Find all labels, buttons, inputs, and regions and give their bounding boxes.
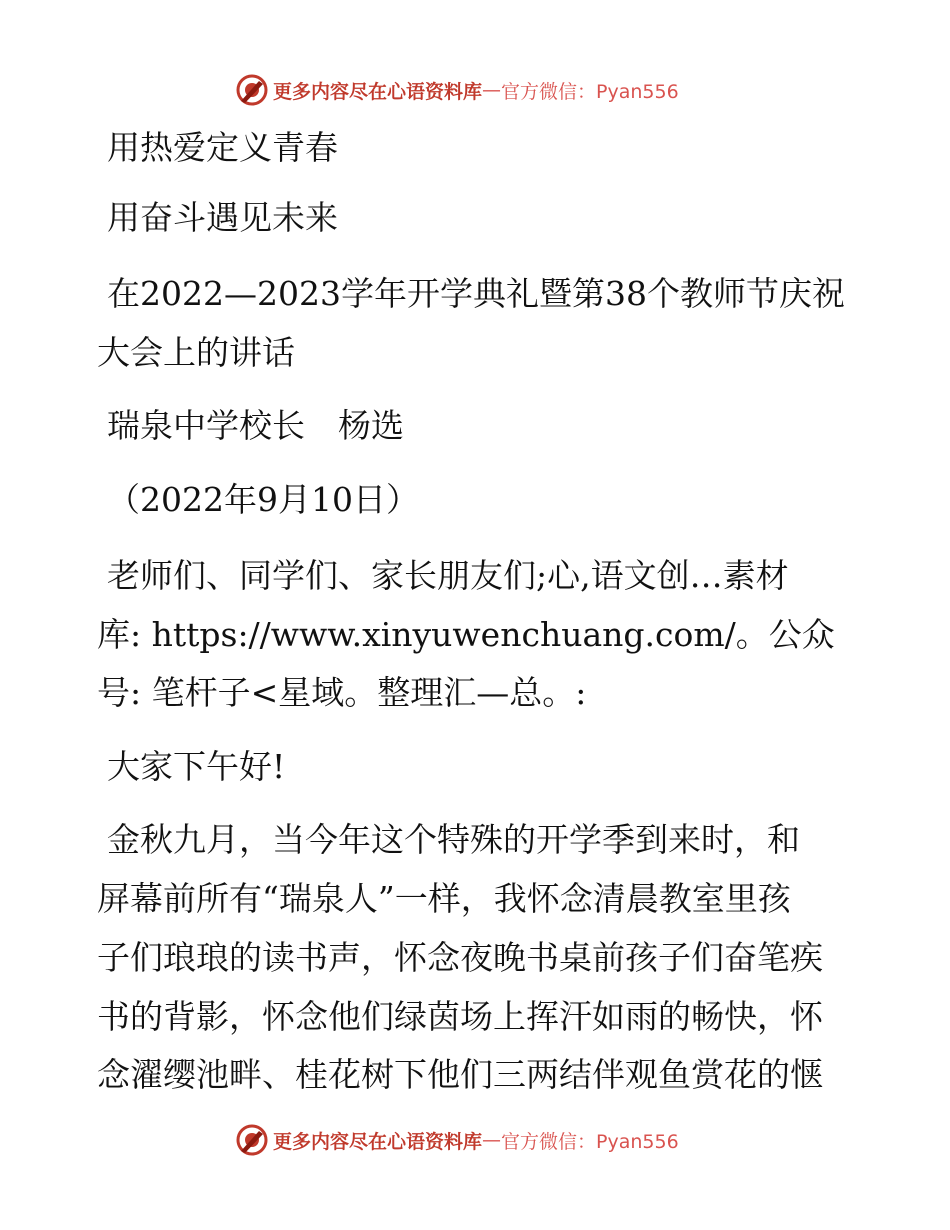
body-line: 金秋九月，当今年这个特殊的开学季到来时，和	[107, 820, 800, 859]
greeting-line: 大家下午好!	[107, 747, 286, 786]
watermark-wechat-text: 官方微信：Pyan556	[501, 80, 679, 103]
footer-watermark	[235, 1122, 679, 1158]
body-line: 库: https://www.xinyuwenchuang.com/。公众	[97, 615, 835, 654]
watermark-wechat-text: 官方微信：Pyan556	[501, 1130, 679, 1153]
body-line: 老师们、同学们、家长朋友们;心,语文创…素材	[107, 556, 789, 595]
subtitle-line-2: 大会上的讲话	[97, 333, 295, 372]
watermark-dash: —	[482, 1129, 502, 1151]
watermark-main-text: 更多内容尽在心语资料库	[273, 80, 483, 103]
body-line: 书的背影，怀念他们绿茵场上挥汗如雨的畅快，怀	[97, 997, 823, 1036]
pen-seal-logo-icon	[235, 73, 269, 107]
body-line: 屏幕前所有“瑞泉人”一样，我怀念清晨教室里孩	[97, 879, 791, 918]
date-line: （2022年9月10日）	[107, 480, 419, 519]
body-line: 念濯缨池畔、桂花树下他们三两结伴观鱼赏花的惬	[97, 1055, 823, 1094]
title-line-2: 用奋斗遇见未来	[107, 198, 338, 237]
body-line: 号: 笔杆子<星域。整理汇—总。:	[97, 673, 587, 712]
watermark-main-text: 更多内容尽在心语资料库	[273, 1130, 483, 1153]
subtitle-line-1: 在2022—2023学年开学典礼暨第38个教师节庆祝	[107, 274, 845, 313]
body-line: 子们琅琅的读书声，怀念夜晚书桌前孩子们奋笔疾	[97, 938, 823, 977]
author-line: 瑞泉中学校长 杨选	[107, 406, 404, 445]
pen-seal-logo-icon	[235, 1123, 269, 1157]
title-line-1: 用热爱定义青春	[107, 128, 338, 167]
watermark-dash: —	[482, 79, 502, 101]
header-watermark	[235, 72, 679, 108]
